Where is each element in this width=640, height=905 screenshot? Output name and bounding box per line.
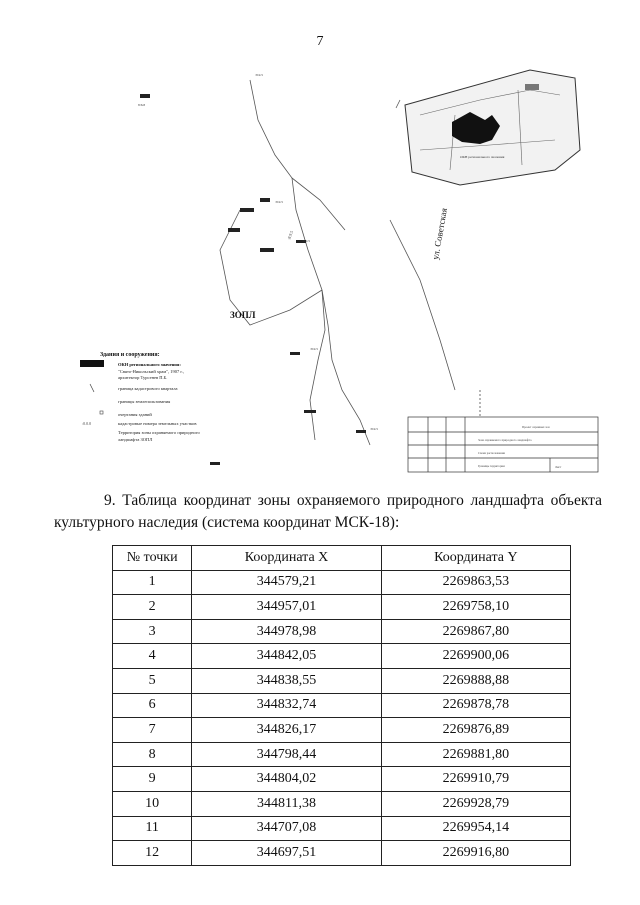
coordinate-x: 344811,38 — [192, 791, 381, 816]
svg-text:границы землепользования: границы землепользования — [118, 399, 171, 404]
point-number: 11 — [113, 816, 192, 841]
svg-text::0.0.0: :0.0.0 — [82, 421, 92, 426]
header-coordinate-x: Координата X — [192, 546, 381, 571]
table-row — [113, 742, 571, 767]
cadastral-map — [60, 60, 600, 480]
table-row — [113, 693, 571, 718]
table-header-row — [113, 546, 571, 571]
coordinate-y: 2269928,79 — [381, 791, 570, 816]
table-row — [113, 841, 571, 866]
svg-text::8.9.5: :8.9.5 — [275, 200, 283, 204]
svg-text:Схема расположения: Схема расположения — [478, 451, 505, 455]
coordinate-y: 2269878,78 — [381, 693, 570, 718]
zone-label: ЗОПЛ — [230, 310, 256, 320]
inset-map — [405, 70, 580, 185]
coordinate-y: 2269916,80 — [381, 841, 570, 866]
coordinate-x: 344978,98 — [192, 619, 381, 644]
table-row — [113, 816, 571, 841]
table-row — [113, 644, 571, 669]
coordinate-y: 2269863,53 — [381, 570, 570, 595]
svg-text::8.9.5: :8.9.5 — [370, 427, 378, 431]
coordinate-y: 2269758,10 — [381, 595, 570, 620]
svg-text:Здания и сооружения:: Здания и сооружения: — [100, 352, 160, 358]
point-number: 2 — [113, 595, 192, 620]
svg-text:ОКН регионального значения: ОКН регионального значения — [460, 155, 505, 159]
point-number: 9 — [113, 767, 192, 792]
coordinate-y: 2269867,80 — [381, 619, 570, 644]
table-row — [113, 619, 571, 644]
coordinate-x: 344842,05 — [192, 644, 381, 669]
svg-text:архитектор Турсенев П.Б.: архитектор Турсенев П.Б. — [118, 375, 168, 380]
map-drawing — [60, 60, 600, 480]
svg-text:Зона охраняемого природного ла: Зона охраняемого природного ландшафта — [478, 438, 532, 442]
svg-text:ОКН регионального значения:: ОКН регионального значения: — [118, 362, 181, 367]
table-row — [113, 570, 571, 595]
coordinate-y: 2269888,88 — [381, 668, 570, 693]
svg-text::8.9.5: :8.9.5 — [286, 230, 295, 241]
svg-text:ландшафта ЗОПЛ: ландшафта ЗОПЛ — [118, 437, 153, 442]
svg-text::8.9.5: :8.9.5 — [255, 73, 263, 77]
coordinate-y: 2269954,14 — [381, 816, 570, 841]
title-block — [408, 390, 598, 472]
coordinate-x: 344832,74 — [192, 693, 381, 718]
svg-text:Проект охранных зон: Проект охранных зон — [522, 425, 550, 429]
coordinate-x: 344838,55 — [192, 668, 381, 693]
point-number: 10 — [113, 791, 192, 816]
coordinate-x: 344707,08 — [192, 816, 381, 841]
svg-text:очертания зданий: очертания зданий — [118, 412, 152, 417]
header-point-number: № точки — [113, 546, 192, 571]
svg-text:Территория зоны охраняемого пр: Территория зоны охраняемого природного — [118, 430, 200, 435]
coordinate-x: 344826,17 — [192, 718, 381, 743]
table-caption: 9. Таблица координат зоны охраняемого природного ландшафта объекта культурного наследия (система координат МСК-18): — [54, 492, 602, 531]
coordinate-x: 344697,51 — [192, 841, 381, 866]
point-number: 8 — [113, 742, 192, 767]
table-row — [113, 718, 571, 743]
point-number: 6 — [113, 693, 192, 718]
svg-text:"Свято-Никольский храм", 1907: "Свято-Никольский храм", 1907 г., — [118, 369, 185, 374]
table-row — [113, 791, 571, 816]
point-number: 12 — [113, 841, 192, 866]
svg-text:граница кадастрового квартала: граница кадастрового квартала — [118, 386, 178, 391]
table-row — [113, 767, 571, 792]
coordinate-y: 2269910,79 — [381, 767, 570, 792]
building-markers — [140, 94, 366, 465]
coordinate-x: 344798,44 — [192, 742, 381, 767]
table-row — [113, 668, 571, 693]
point-number: 3 — [113, 619, 192, 644]
coordinate-x: 344579,21 — [192, 570, 381, 595]
svg-text::8.9.5: :8.9.5 — [310, 347, 318, 351]
street-label: ул. Советская — [430, 207, 450, 261]
coordinate-x: 344957,01 — [192, 595, 381, 620]
point-number: 7 — [113, 718, 192, 743]
svg-text:Лист: Лист — [555, 465, 562, 469]
table-row — [113, 595, 571, 620]
legend-swatch-okn — [80, 360, 104, 367]
svg-text:кадастровые номера земельных у: кадастровые номера земельных участков — [118, 421, 197, 426]
svg-text:8:6.8: 8:6.8 — [138, 103, 146, 107]
point-number: 4 — [113, 644, 192, 669]
point-number: 5 — [113, 668, 192, 693]
page-number: 7 — [316, 34, 324, 49]
svg-text::8.9.5: :8.9.5 — [302, 239, 310, 243]
coordinate-y: 2269881,80 — [381, 742, 570, 767]
coordinates-table — [112, 545, 571, 866]
coordinate-x: 344804,02 — [192, 767, 381, 792]
coordinate-y: 2269876,89 — [381, 718, 570, 743]
svg-text:Границы территории: Границы территории — [478, 464, 505, 468]
point-number: 1 — [113, 570, 192, 595]
map-legend — [80, 352, 200, 442]
header-coordinate-y: Координата Y — [381, 546, 570, 571]
coordinate-y: 2269900,06 — [381, 644, 570, 669]
